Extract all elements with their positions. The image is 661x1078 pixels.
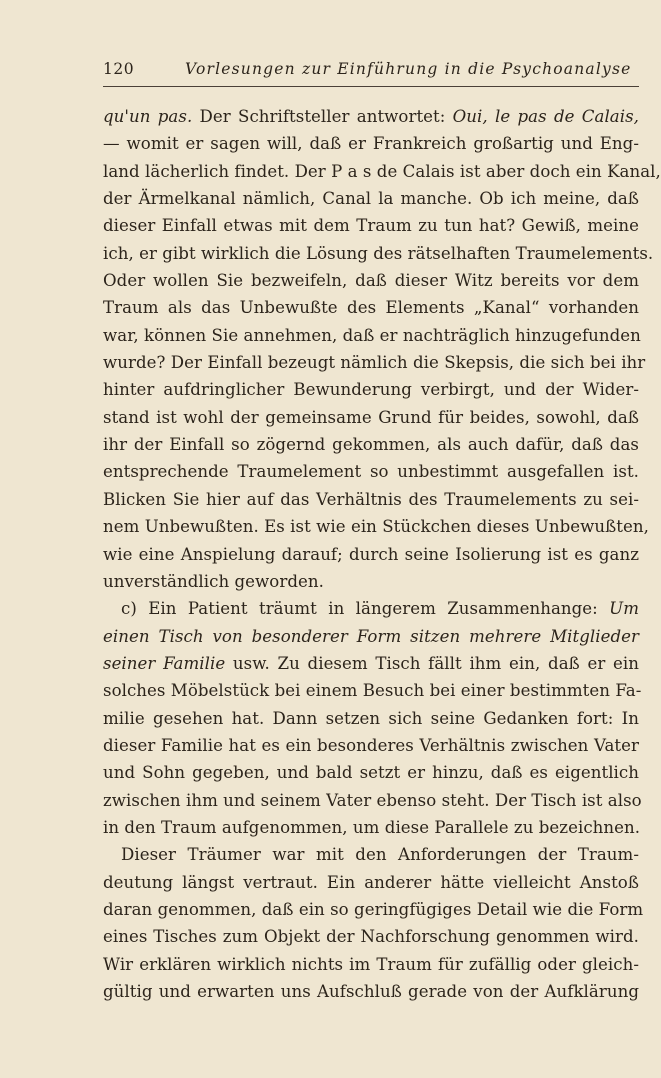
text-segment: wurde? Der Einfall bezeugt nämlich die Skepsis, die sich bei ihr [103, 353, 646, 373]
text-segment: Blicken Sie hier auf das Verhältnis des Traumelements zu sei- [103, 489, 639, 509]
text-line [103, 458, 639, 485]
text-segment: war, können Sie annehmen, daß er nachträglich hinzugefunden [103, 325, 641, 345]
text-line [103, 650, 639, 677]
text-segment: daran genommen, daß ein so geringfügiges Detail wie die Form [103, 899, 644, 919]
text-segment: usw. Zu diesem Tisch fällt ihm ein, daß er ein [225, 653, 639, 673]
text-segment: nem Unbewußten. Es ist wie ein Stückchen dieses Unbewußten, [103, 517, 649, 537]
text-line [103, 978, 639, 1005]
text-line [103, 623, 639, 650]
text-line [103, 896, 644, 923]
italic-text: qu'un pas. [103, 107, 193, 126]
text-segment: c) Ein Patient träumt in längerem Zusammenhange: [121, 599, 610, 619]
text-line [103, 951, 639, 978]
text-line [103, 595, 639, 622]
text-segment: land lächerlich findet. Der P a s de Calais ist aber doch ein Kanal, [103, 161, 661, 181]
text-segment: Dieser Träumer war mit den Anforderungen der Traum- [121, 845, 639, 865]
text-segment: ihr der Einfall so zögernd gekommen, als auch dafür, daß das [103, 435, 639, 455]
page-number: 120 [103, 60, 135, 78]
text-line [103, 240, 654, 267]
running-title: Vorlesungen zur Einführung in die Psychoanalyse [185, 60, 632, 78]
text-line [103, 212, 639, 239]
text-line [103, 486, 639, 513]
text-segment: dieser Familie hat es ein besonderes Verhältnis zwischen Vater [103, 735, 639, 755]
text-line [103, 759, 639, 786]
text-segment: der Ärmelkanal nämlich, Canal la manche. Ob ich meine, daß [103, 189, 639, 209]
text-line [103, 294, 639, 321]
italic-text: Oui, le pas de Calais, [452, 107, 639, 126]
text-line [103, 103, 639, 130]
text-line [103, 732, 639, 759]
text-segment: und Sohn gegeben, und bald setzt er hinzu, daß es eigentlich [103, 763, 639, 783]
text-line [103, 705, 639, 732]
text-line [103, 130, 639, 157]
text-line [103, 158, 661, 185]
text-line [103, 376, 639, 403]
text-segment: Oder wollen Sie bezweifeln, daß dieser Witz bereits vor dem [103, 271, 639, 291]
body-text [103, 103, 661, 1005]
text-line [103, 185, 639, 212]
italic-text: Um [609, 599, 639, 619]
text-segment: dieser Einfall etwas mit dem Traum zu tun hat? Gewiß, meine [103, 216, 639, 236]
italic-text: seiner Familie [103, 653, 226, 673]
text-line [103, 267, 639, 294]
text-segment: in den Traum aufgenommen, um diese Parallele zu bezeichnen. [103, 817, 641, 837]
text-segment: wie eine Anspielung darauf; durch seine Isolierung ist es ganz [103, 544, 639, 564]
text-segment: Der Schriftsteller antwortet: [192, 107, 453, 126]
text-segment: unverständlich geworden. [103, 571, 324, 591]
text-segment: milie gesehen hat. Dann setzen sich seine Gedanken fort: In [103, 708, 639, 728]
text-segment: ich, er gibt wirklich die Lösung des rätselhaften Traumelements. [103, 243, 654, 263]
text-segment: gültig und erwarten uns Aufschluß gerade von der Aufklärung [103, 982, 639, 1001]
header-rule [103, 86, 639, 87]
text-line [103, 431, 639, 458]
page-header [103, 58, 639, 84]
text-line [103, 322, 639, 349]
text-segment: entsprechende Traumelement so unbestimmt ausgefallen ist. [103, 462, 639, 482]
text-line [103, 923, 639, 950]
text-line [103, 869, 639, 896]
italic-text: einen Tisch von besonderer Form sitzen mehrere Mitglieder [103, 626, 639, 646]
text-line [103, 404, 639, 431]
text-line [103, 349, 646, 376]
text-line [103, 568, 639, 595]
text-segment: Traum als das Unbewußte des Elements „Kanal“ vorhanden [103, 298, 639, 318]
text-line [103, 541, 639, 568]
text-segment: Wir erklären wirklich nichts im Traum für zufällig oder gleich- [103, 954, 639, 974]
text-segment: — womit er sagen will, daß er Frankreich großartig und Eng- [103, 134, 639, 154]
text-segment: eines Tisches zum Objekt der Nachforschung genommen wird. [103, 927, 639, 947]
text-segment: deutung längst vertraut. Ein anderer hätte vielleicht Anstoß [103, 872, 639, 892]
text-line [103, 787, 642, 814]
text-segment: hinter aufdringlicher Bewunderung verbirgt, und der Wider- [103, 380, 639, 400]
text-line [103, 814, 639, 841]
text-line [103, 841, 639, 868]
text-line [103, 513, 649, 540]
text-line [103, 677, 642, 704]
text-segment: zwischen ihm und seinem Vater ebenso steht. Der Tisch ist also [103, 790, 642, 810]
text-segment: stand ist wohl der gemeinsame Grund für beides, sowohl, daß [103, 407, 639, 427]
text-segment: solches Möbelstück bei einem Besuch bei einer bestimmten Fa- [103, 681, 642, 701]
